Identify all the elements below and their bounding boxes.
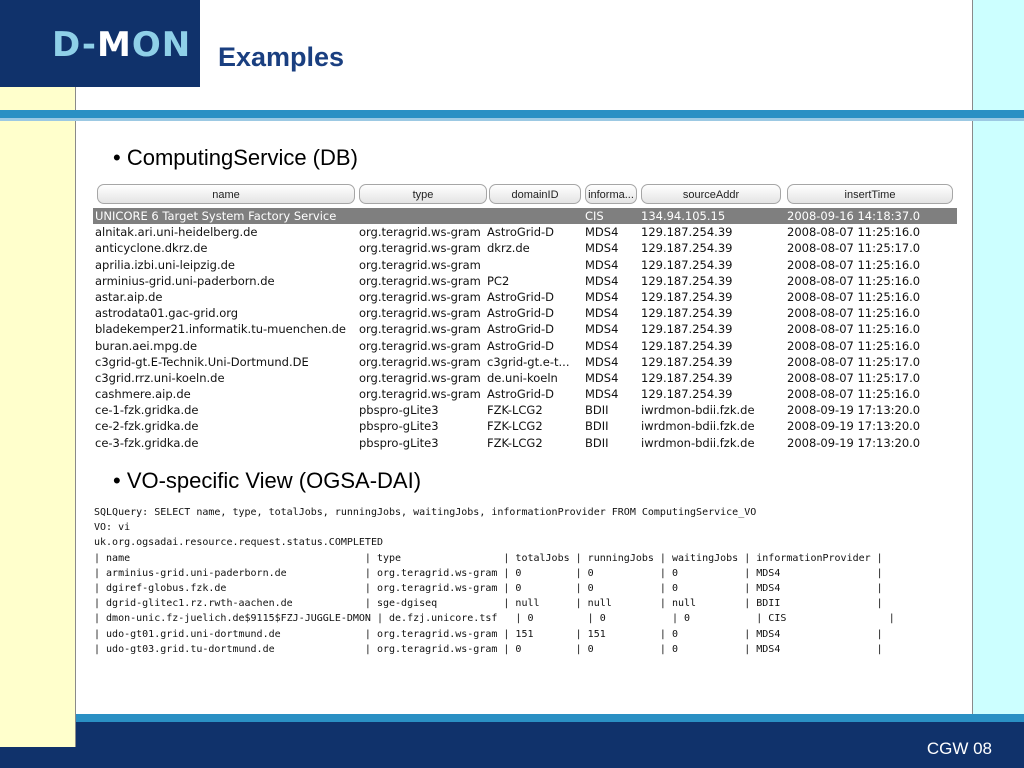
table-cell: 2008-08-07 11:25:16.0	[787, 306, 921, 321]
table-cell: CIS	[585, 209, 604, 223]
table-cell: 129.187.254.39	[641, 387, 733, 402]
table-cell: 129.187.254.39	[641, 322, 733, 337]
top-band	[0, 110, 1024, 118]
footer-label: CGW 08	[926, 739, 992, 758]
table-cell: bladekemper21.informatik.tu-muenchen.de	[95, 322, 347, 337]
table-cell: buran.aei.mpg.de	[95, 338, 198, 353]
table-body	[93, 208, 957, 451]
table-cell: MDS4	[585, 370, 619, 385]
table-row[interactable]	[93, 370, 957, 386]
table-header	[93, 180, 957, 208]
table-cell: org.teragrid.ws-gram	[359, 354, 481, 369]
table-row[interactable]	[93, 338, 957, 354]
table-cell: 2008-08-07 11:25:16.0	[787, 338, 921, 353]
table-cell: MDS4	[585, 387, 619, 402]
table-cell: 2008-08-07 11:25:17.0	[787, 370, 921, 385]
console-line: | name | type | totalJobs | runningJobs | waitingJobs | informationProvider |	[94, 552, 883, 564]
table-cell: 2008-08-07 11:25:16.0	[787, 225, 921, 240]
table-cell: org.teragrid.ws-gram	[359, 225, 481, 240]
table-cell: 2008-08-07 11:25:16.0	[787, 322, 921, 337]
table-cell: c3grid-gt.E-Technik.Uni-Dortmund.DE	[95, 354, 309, 369]
computing-service-table	[93, 180, 957, 451]
table-cell: AstroGrid-D	[487, 338, 555, 353]
column-header-name[interactable]: name	[97, 184, 355, 204]
table-cell: MDS4	[585, 225, 619, 240]
table-row[interactable]	[93, 386, 957, 402]
table-cell: 2008-08-07 11:25:16.0	[787, 273, 921, 288]
table-cell: 129.187.254.39	[641, 289, 733, 304]
console-line: | udo-gt03.grid.tu-dortmund.de | org.teragrid.ws-gram | 0 | 0 | 0 | MDS4 |	[94, 643, 883, 655]
table-cell: 129.187.254.39	[641, 338, 733, 353]
table-cell: pbspro-gLite3	[359, 403, 439, 418]
table-cell: 2008-09-19 17:13:20.0	[787, 419, 921, 434]
table-cell: MDS4	[585, 273, 619, 288]
table-cell: 2008-08-07 11:25:17.0	[787, 241, 921, 256]
console-line: | arminius-grid.uni-paderborn.de | org.teragrid.ws-gram | 0 | 0 | 0 | MDS4 |	[94, 567, 883, 579]
footer-bar	[76, 722, 1024, 768]
table-cell: org.teragrid.ws-gram	[359, 289, 481, 304]
table-row[interactable]	[93, 289, 957, 305]
table-cell: BDII	[585, 403, 609, 418]
table-cell: arminius-grid.uni-paderborn.de	[95, 273, 275, 288]
table-cell: ce-2-fzk.gridka.de	[95, 419, 199, 434]
table-row[interactable]	[93, 354, 957, 370]
table-cell: c3grid-gt.e-t...	[487, 354, 570, 369]
table-cell: 2008-08-07 11:25:16.0	[787, 387, 921, 402]
table-cell: AstroGrid-D	[487, 306, 555, 321]
sql-query-output	[94, 505, 964, 657]
table-cell: org.teragrid.ws-gram	[359, 387, 481, 402]
footer-corner	[0, 747, 76, 768]
table-cell: org.teragrid.ws-gram	[359, 306, 481, 321]
table-cell: aprilia.izbi.uni-leipzig.de	[95, 257, 235, 272]
table-row[interactable]	[93, 305, 957, 321]
table-cell: anticyclone.dkrz.de	[95, 241, 208, 256]
table-cell: org.teragrid.ws-gram	[359, 257, 481, 272]
table-cell: FZK-LCG2	[487, 435, 543, 450]
left-decoration-strip	[0, 87, 76, 747]
table-row[interactable]	[93, 208, 957, 224]
table-cell: org.teragrid.ws-gram	[359, 370, 481, 385]
table-row[interactable]	[93, 418, 957, 434]
table-cell: dkrz.de	[487, 241, 530, 256]
table-cell: pbspro-gLite3	[359, 419, 439, 434]
bottom-band	[76, 714, 1024, 722]
table-cell: AstroGrid-D	[487, 225, 555, 240]
table-cell: 129.187.254.39	[641, 370, 733, 385]
bullet-vo-view: • VO-specific View (OGSA-DAI)	[113, 468, 422, 493]
table-cell: 134.94.105.15	[641, 209, 726, 223]
column-header-inserttime[interactable]: insertTime	[787, 184, 953, 204]
table-cell: FZK-LCG2	[487, 403, 543, 418]
table-cell: MDS4	[585, 306, 619, 321]
console-line: SQLQuery: SELECT name, type, totalJobs, runningJobs, waitingJobs, informationProvider FROM ComputingService_VO	[94, 507, 757, 518]
table-cell: ce-1-fzk.gridka.de	[95, 403, 199, 418]
table-cell: org.teragrid.ws-gram	[359, 241, 481, 256]
table-cell: pbspro-gLite3	[359, 435, 439, 450]
table-cell: MDS4	[585, 338, 619, 353]
table-cell: org.teragrid.ws-gram	[359, 322, 481, 337]
console-line: uk.org.ogsadai.resource.request.status.COMPLETED	[94, 537, 383, 549]
right-decoration-strip	[972, 0, 1024, 722]
table-cell: 129.187.254.39	[641, 306, 733, 321]
table-cell: AstroGrid-D	[487, 289, 555, 304]
table-cell: 129.187.254.39	[641, 257, 733, 272]
logo-box	[0, 0, 200, 87]
table-row[interactable]	[93, 224, 957, 240]
table-cell: AstroGrid-D	[487, 322, 555, 337]
table-cell: astrodata01.gac-grid.org	[95, 306, 239, 321]
table-row[interactable]	[93, 257, 957, 273]
table-cell: PC2	[487, 273, 510, 288]
table-cell: 2008-08-07 11:25:16.0	[787, 289, 921, 304]
console-line: | udo-gt01.grid.uni-dortmund.de | org.teragrid.ws-gram | 151 | 151 | 0 | MDS4 |	[94, 628, 883, 640]
console-line: VO: vi	[94, 522, 131, 534]
table-cell: astar.aip.de	[95, 289, 163, 304]
table-cell: alnitak.ari.uni-heidelberg.de	[95, 225, 258, 240]
table-cell: 2008-09-16 14:18:37.0	[787, 209, 921, 223]
column-header-informationprovider[interactable]: informa...	[585, 184, 637, 204]
slide-title: Examples	[218, 42, 345, 72]
table-cell: 2008-09-19 17:13:20.0	[787, 403, 921, 418]
top-band-light	[0, 118, 1024, 121]
table-cell: 129.187.254.39	[641, 273, 733, 288]
table-cell: 129.187.254.39	[641, 354, 733, 369]
table-cell: 2008-08-07 11:25:17.0	[787, 354, 921, 369]
table-cell: AstroGrid-D	[487, 387, 555, 402]
table-row[interactable]	[93, 240, 957, 256]
table-cell: MDS4	[585, 241, 619, 256]
dmon-logo: D-MON	[52, 25, 192, 65]
bullet-computing-service: • ComputingService (DB)	[113, 145, 358, 170]
table-cell: 129.187.254.39	[641, 241, 733, 256]
table-cell: MDS4	[585, 322, 619, 337]
table-cell: BDII	[585, 435, 609, 450]
table-cell: de.uni-koeln	[487, 370, 558, 385]
table-cell: org.teragrid.ws-gram	[359, 338, 481, 353]
table-cell: 2008-09-19 17:13:20.0	[787, 435, 921, 450]
column-header-sourceaddr[interactable]: sourceAddr	[641, 184, 781, 204]
table-cell: MDS4	[585, 289, 619, 304]
column-header-domainid[interactable]: domainID	[489, 184, 581, 204]
table-cell: BDII	[585, 419, 609, 434]
table-cell: FZK-LCG2	[487, 419, 543, 434]
console-line: | dgiref-globus.fzk.de | org.teragrid.ws-gram | 0 | 0 | 0 | MDS4 |	[94, 583, 883, 595]
table-cell: iwrdmon-bdii.fzk.de	[641, 435, 755, 450]
table-cell: 129.187.254.39	[641, 225, 733, 240]
table-cell: cashmere.aip.de	[95, 387, 191, 402]
console-line: | dgrid-glitec1.rz.rwth-aachen.de | sge-dgiseq | null | null | null | BDII |	[94, 598, 883, 610]
console-line: | dmon-unic.fz-juelich.de$9115$FZJ-JUGGLE-DMON | de.fzj.unicore.tsf | 0 | 0 | 0 | CIS |	[94, 613, 895, 625]
table-row[interactable]	[93, 321, 957, 337]
table-cell: iwrdmon-bdii.fzk.de	[641, 419, 755, 434]
table-cell: 2008-08-07 11:25:16.0	[787, 257, 921, 272]
table-row[interactable]	[93, 402, 957, 418]
table-cell: MDS4	[585, 354, 619, 369]
table-cell: iwrdmon-bdii.fzk.de	[641, 403, 755, 418]
table-cell: ce-3-fzk.gridka.de	[95, 435, 199, 450]
table-cell: UNICORE 6 Target System Factory Service	[95, 209, 337, 223]
table-cell: org.teragrid.ws-gram	[359, 273, 481, 288]
table-row[interactable]	[93, 273, 957, 289]
column-header-type[interactable]: type	[359, 184, 487, 204]
table-cell: c3grid.rrz.uni-koeln.de	[95, 370, 225, 385]
table-cell: MDS4	[585, 257, 619, 272]
table-row[interactable]	[93, 435, 957, 451]
